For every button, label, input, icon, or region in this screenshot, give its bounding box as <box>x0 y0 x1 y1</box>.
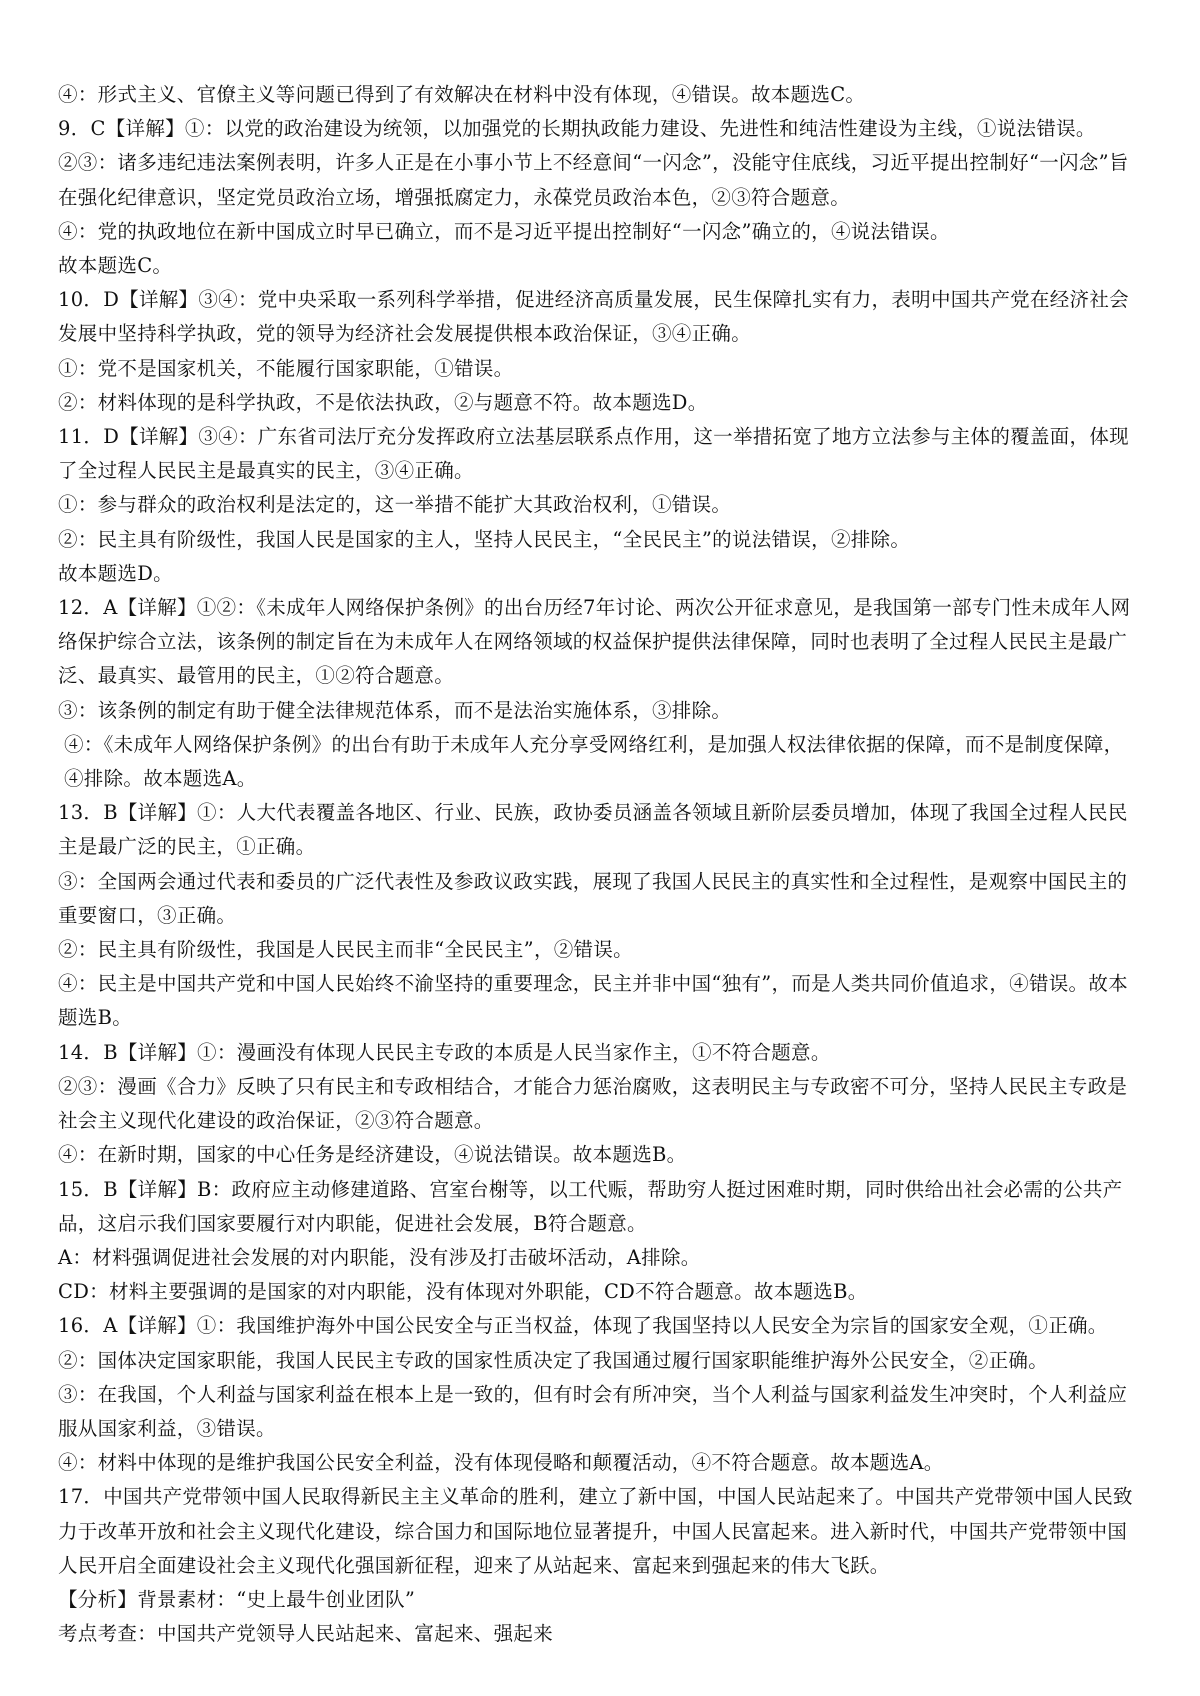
answer-line: ①：党不是国家机关，不能履行国家职能，①错误。 <box>58 356 514 380</box>
answer-line: ④：在新时期，国家的中心任务是经济建设，④说法错误。故本题选B。 <box>58 1143 687 1167</box>
answer-line: ④：《未成年人网络保护条例》的出台有助于未成年人充分享受网络红利，是加强人权法律依据的保障，而不是制度保障，④排除。故本题选A。 <box>64 732 1124 791</box>
answer-line: ①：参与群众的政治权利是法定的，这一举措不能扩大其政治权利，①错误。 <box>58 493 732 517</box>
answer-line: 【分析】背景素材：“史上最牛创业团队” <box>58 1587 416 1611</box>
answer-line: 15．B【详解】B：政府应主动修建道路、宫室台榭等，以工代赈，帮助穷人挺过困难时期，同时供给出社会必需的公共产品，这启示我们国家要履行对内职能，促进社会发展，B符合题意。 <box>58 1177 1123 1235</box>
answer-line: 10．D【详解】③④：党中央采取一系列科学举措，促进经济高质量发展，民生保障扎实有力，表明中国共产党在经济社会发展中坚持科学执政，党的领导为经济社会发展提供根本政治保证，③④正确。 <box>58 288 1129 346</box>
answer-line: 考点考查：中国共产党领导人民站起来、富起来、强起来 <box>58 1622 554 1646</box>
answer-line: ②：民主具有阶级性，我国人民是国家的主人，坚持人民民主，“全民民主”的说法错误，②排除。 <box>58 527 911 551</box>
answer-line: 12．A【详解】①②：《未成年人网络保护条例》的出台历经7年讨论、两次公开征求意见，是我国第一部专门性未成年人网络保护综合立法，该条例的制定旨在为未成年人在网络领域的权益保护提供法律保障，同时也表明了全过程人民民主是最广泛、最真实、最管用的民主，①②符合题意。 <box>58 596 1131 688</box>
answer-line: ③：该条例的制定有助于健全法律规范体系，而不是法治实施体系，③排除。 <box>58 698 732 722</box>
answer-line: ②：材料体现的是科学执政，不是依法执政，②与题意不符。故本题选D。 <box>58 390 708 414</box>
answer-line: ②：民主具有阶级性，我国是人民民主而非“全民民主”，②错误。 <box>58 938 633 962</box>
answer-line: 14．B【详解】①：漫画没有体现人民民主专政的本质是人民当家作主，①不符合题意。 <box>58 1040 831 1064</box>
document-page <box>58 78 1143 1651</box>
answer-line: 13．B【详解】①：人大代表覆盖各地区、行业、民族，政协委员涵盖各领域且新阶层委员增加，体现了我国全过程人民民主是最广泛的民主，①正确。 <box>58 801 1128 859</box>
answer-line: 17．中国共产党带领中国人民取得新民主主义革命的胜利，建立了新中国，中国人民站起来了。中国共产党带领中国人民致力于改革开放和社会主义现代化建设，综合国力和国际地位显著提升，中国人民富起来。进入新时代，中国共产党带领中国人民开启全面建设社会主义现代化强国新征程，迎来了从站起来、富起来到强起来的伟大飞跃。 <box>58 1485 1133 1577</box>
answer-line: ②：国体决定国家职能，我国人民民主专政的国家性质决定了我国通过履行国家职能维护海外公民安全，②正确。 <box>58 1348 1049 1372</box>
answer-line: 故本题选C。 <box>58 254 173 278</box>
answer-line: 9．C【详解】①：以党的政治建设为统领，以加强党的长期执政能力建设、先进性和纯洁性建设为主线，①说法错误。 <box>58 117 1096 141</box>
answer-line: ③：在我国，个人利益与国家利益在根本上是一致的，但有时会有所冲突，当个人利益与国家利益发生冲突时，个人利益应服从国家利益，③错误。 <box>58 1382 1128 1440</box>
answer-line: 16．A【详解】①：我国维护海外中国公民安全与正当权益，体现了我国坚持以人民安全为宗旨的国家安全观，①正确。 <box>58 1314 1108 1338</box>
answer-line: ②③：诸多违纪违法案例表明，许多人正是在小事小节上不经意间“一闪念”，没能守住底线，习近平提出控制好“一闪念”旨在强化纪律意识，坚定党员政治立场，增强抵腐定力，永葆党员政治本色，②③符合题意。 <box>58 151 1129 209</box>
answer-line: ③：全国两会通过代表和委员的广泛代表性及参政议政实践，展现了我国人民民主的真实性和全过程性，是观察中国民主的重要窗口，③正确。 <box>58 869 1128 927</box>
answer-line: ④：形式主义、官僚主义等问题已得到了有效解决在材料中没有体现，④错误。故本题选C。 <box>58 83 866 106</box>
answer-line: A：材料强调促进社会发展的对内职能，没有涉及打击破坏活动，A排除。 <box>58 1245 701 1269</box>
answer-line: ④：材料中体现的是维护我国公民安全利益，没有体现侵略和颠覆活动，④不符合题意。故本题选A。 <box>58 1451 944 1475</box>
answer-line: 故本题选D。 <box>58 561 173 585</box>
answer-line: ④：民主是中国共产党和中国人民始终不渝坚持的重要理念，民主并非中国“独有”，而是人类共同价值追求，④错误。故本题选B。 <box>58 972 1128 1030</box>
answer-line: 11．D【详解】③④：广东省司法厅充分发挥政府立法基层联系点作用，这一举措拓宽了地方立法参与主体的覆盖面，体现了全过程人民民主是最真实的民主，③④正确。 <box>58 425 1129 483</box>
answer-line: ④：党的执政地位在新中国成立时早已确立，而不是习近平提出控制好“一闪念”确立的，④说法错误。 <box>58 219 950 243</box>
answer-line: ②③：漫画《合力》反映了只有民主和专政相结合，才能合力惩治腐败，这表明民主与专政密不可分，坚持人民民主专政是社会主义现代化建设的政治保证，②③符合题意。 <box>58 1074 1128 1133</box>
answer-line: CD：材料主要强调的是国家的对内职能，没有体现对外职能，CD不符合题意。故本题选B。 <box>58 1280 868 1304</box>
